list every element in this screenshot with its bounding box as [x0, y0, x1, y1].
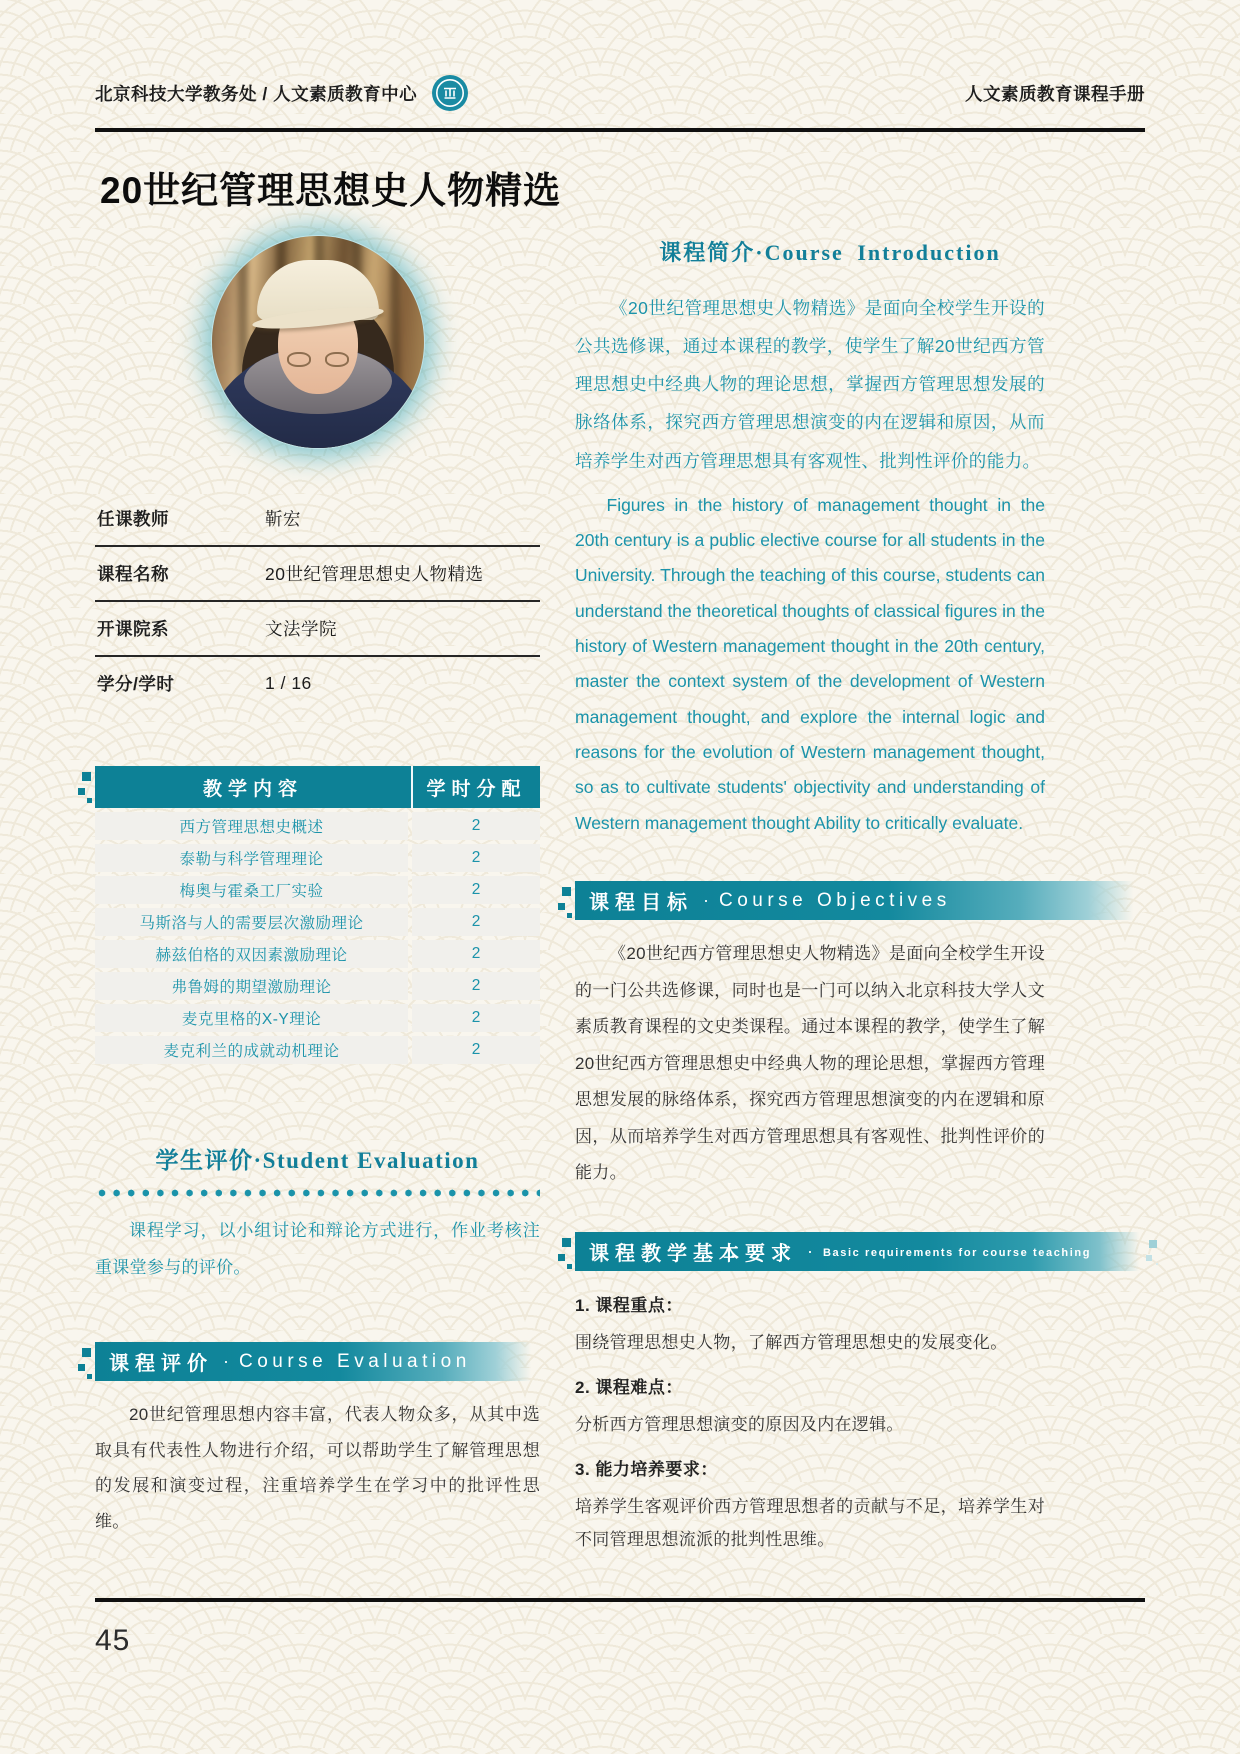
photo-glasses: [287, 352, 349, 368]
header-right-text: 人文素质教育课程手册: [965, 83, 1145, 104]
cell-content: 泰勒与科学管理理论: [95, 844, 408, 872]
page-number: 45: [95, 1624, 131, 1657]
right-column: [575, 220, 1145, 1557]
cell-hours: 2: [412, 940, 540, 968]
header-rule: [95, 128, 1145, 132]
content-columns: [0, 220, 1240, 1557]
cell-hours: 2: [412, 908, 540, 936]
student-evaluation-body: 课程学习，以小组讨论和辩论方式进行，作业考核注重课堂参与的评价。: [95, 1221, 540, 1277]
requirement-heading: 1. 课程重点：: [575, 1295, 683, 1315]
course-objectives-body: 《20世纪西方管理思想史人物精选》是面向全校学生开设的一门公共选修课，同时也是一门可以纳入北京科技大学人文素质教育课程的文史类课程。通过本课程的教学，使学生了解20世纪西方管理思想史中经典人物的理论思想，掌握西方管理思想发展的脉络体系，探究西方管理思想演变的内在逻辑和原因，从而培养学生对西方管理思想具有客观性、批判性评价的能力。: [575, 944, 1045, 1183]
info-row-credits: [95, 657, 540, 710]
dot-separator: ·: [703, 890, 709, 911]
banner-title-zh: 课程目标: [589, 892, 693, 915]
pixel-decoration-icon: [82, 1348, 91, 1357]
teacher-photo-circle: [212, 236, 424, 448]
footer-rule: [95, 1598, 1145, 1602]
info-value: 1 / 16: [265, 673, 312, 693]
header-left: [95, 74, 469, 112]
info-row-department: [95, 602, 540, 657]
course-title: 20世纪管理思想史人物精选: [100, 170, 562, 211]
info-value: 文法学院: [265, 619, 337, 639]
requirement-text: 围绕管理思想史人物，了解西方管理思想史的发展变化。: [575, 1332, 1008, 1352]
table-header-content: 教学内容: [202, 778, 303, 800]
info-label: 开课院系: [97, 619, 169, 639]
requirement-text: 分析西方管理思想演变的原因及内在逻辑。: [575, 1415, 904, 1435]
course-evaluation-body: 20世纪管理思想内容丰富，代表人物众多，从其中选取具有代表性人物进行介绍，可以帮助学生了解管理思想的发展和演变过程，注重培养学生在学习中的批评性思维。: [95, 1405, 540, 1532]
requirement-text: 培养学生客观评价西方管理思想者的贡献与不足，培养学生对不同管理思想流派的批判性思维。: [575, 1497, 1045, 1550]
banner-title-en: Course Evaluation: [239, 1350, 471, 1372]
cell-content: 弗鲁姆的期望激励理论: [95, 972, 408, 1000]
pixel-decoration-icon: [562, 887, 571, 896]
cell-hours: 2: [412, 1004, 540, 1032]
table-header-hours: 学时分配: [411, 766, 540, 808]
banner-title-en: Course Objectives: [719, 889, 951, 911]
info-label: 课程名称: [97, 564, 169, 584]
info-row-course-name: [95, 547, 540, 602]
cell-hours: 2: [412, 1036, 540, 1064]
basic-requirements-banner: [575, 1232, 1145, 1271]
teacher-photo: [212, 236, 424, 448]
page-header: [0, 0, 1240, 112]
dot-separator: ·: [807, 1240, 813, 1261]
table-row: [95, 972, 540, 1000]
course-introduction-zh: 《20世纪管理思想史人物精选》是面向全校学生开设的公共选修课，通过本课程的教学，使学生了解20世纪西方管理思想史中经典人物的理论思想，掌握西方管理思想发展的脉络体系，探究西方管理思想演变的内在逻辑和原因，从而培养学生对西方管理思想具有客观性、批判性评价的能力。: [575, 298, 1045, 471]
teaching-content-table: [95, 766, 540, 1064]
left-column: [95, 220, 540, 1557]
requirement-heading: 3. 能力培养要求：: [575, 1460, 718, 1480]
cell-content: 西方管理思想史概述: [95, 812, 408, 840]
cell-hours: 2: [412, 844, 540, 872]
course-objectives-banner: [575, 881, 1145, 920]
table-row: [95, 812, 540, 840]
page-footer: [95, 1598, 1145, 1658]
course-introduction-en: Figures in the history of management thought in the 20th century is a public elective course for all students in the University. Through the teaching of this course, students can understand the theoretical thoughts of classical figures in the history of Western management thought in the 20th century, master the context system of the development of Western management thought, and explore the internal logic and reasons for the evolution of Western management thought, so as to cultivate students' objectivity and understanding of Western management thought Ability to critically evaluate.: [575, 494, 1045, 833]
university-emblem-icon: [431, 74, 469, 112]
dotted-divider: [95, 1189, 540, 1197]
cell-content: 麦克里格的X-Y理论: [95, 1004, 408, 1032]
requirement-heading: 2. 课程难点：: [575, 1378, 683, 1398]
info-row-teacher: [95, 492, 540, 547]
requirements-list: [575, 1291, 1145, 1557]
cell-content: 马斯洛与人的需要层次激励理论: [95, 908, 408, 936]
course-info-list: [95, 492, 540, 710]
table-row: [95, 1036, 540, 1064]
pixel-decoration-icon: [82, 772, 91, 781]
pixel-decoration-icon: [562, 1238, 571, 1247]
table-row: [95, 844, 540, 872]
banner-title-zh: 课程评价: [109, 1353, 213, 1376]
header-left-text: 北京科技大学教务处 / 人文素质教育中心: [95, 83, 418, 104]
table-row: [95, 876, 540, 904]
banner-title-zh: 课程教学基本要求: [589, 1242, 797, 1265]
cell-hours: 2: [412, 812, 540, 840]
cell-hours: 2: [412, 972, 540, 1000]
table-row: [95, 1004, 540, 1032]
table-header-row: [95, 766, 540, 808]
info-value: 20世纪管理思想史人物精选: [265, 564, 484, 584]
banner-title-en: Basic requirements for course teaching: [823, 1247, 1092, 1260]
cell-content: 赫兹伯格的双因素激励理论: [95, 940, 408, 968]
cell-hours: 2: [412, 876, 540, 904]
course-introduction-title: 课程简介·Course Introduction: [659, 240, 1001, 265]
pixel-decoration-icon: [1149, 1240, 1157, 1248]
table-row: [95, 908, 540, 936]
cell-content: 麦克利兰的成就动机理论: [95, 1036, 408, 1064]
student-evaluation-title: 学生评价·Student Evaluation: [155, 1148, 480, 1173]
info-label: 任课教师: [97, 509, 169, 529]
cell-content: 梅奥与霍桑工厂实验: [95, 876, 408, 904]
table-row: [95, 940, 540, 968]
dot-separator: ·: [223, 1351, 229, 1372]
course-evaluation-banner: [95, 1342, 540, 1381]
info-value: 靳宏: [265, 509, 301, 529]
info-label: 学分/学时: [97, 674, 175, 694]
